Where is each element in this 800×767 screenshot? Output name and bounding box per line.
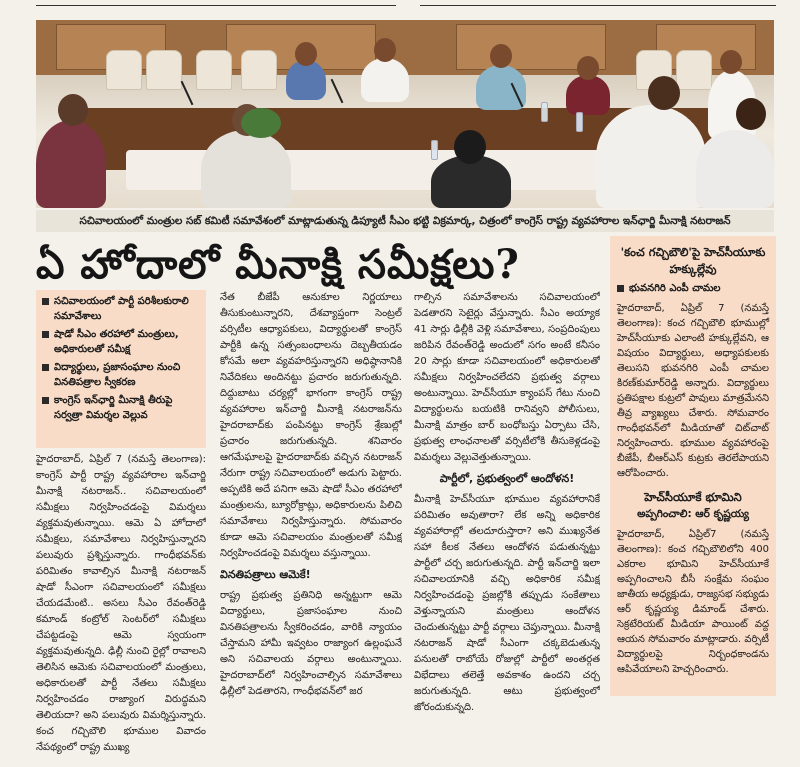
chair (106, 50, 142, 90)
article-body: గాల్సిన సమావేశాలను సచివాలయంలో పెడతారని సెటైర్లు వేస్తున్నారు. సీఎం అయ్యాక 41 సార్లు ఢిల్లీకి వెళ్లి సమావేశాలు, సంప్రదింపులు జరిపిన రేవంత్‌రెడ్డి అందులో సగం అంటే కనీసం 20 సార్లు కూడా సచివాలయంలో అధికారులతో సమీక్షలు నిర్వహించలేదని ప్రభుత్వ వర్గాలు అంటున్నాయి. హెచ్‌సీయూ క్యాంపస్ గేటు నుంచి విద్యార్థులను బయటికి రానివ్వని పోలీసులు, మీనాక్షి మాత్రం బార్ బంధోబస్తు ఏర్పాటు చేసి, ప్రభుత్వ లాంఛనాలతో వర్సిటీలోకి తీసుకెళ్లడంపై విమర్శలు వెల్లువెత్తుతున్నాయి. (414, 292, 600, 463)
person (286, 60, 326, 100)
water-bottle (541, 102, 548, 122)
sidebar-subtitle-2: అప్పగించాలి: ఆర్ కృష్ణయ్య (637, 508, 749, 520)
article-column-3 (414, 290, 600, 762)
bullet-icon (42, 298, 49, 305)
person-head (295, 42, 317, 66)
sidebar-title: 'కంచ గచ్చిబౌలి'పై హెచ్‌సీయూకు హక్కుల్లేవు (620, 245, 766, 276)
person (696, 130, 774, 208)
microphone (331, 79, 344, 103)
bullet-icon (42, 331, 49, 338)
article-body: రాష్ట్ర ప్రభుత్వ ప్రతినిధి అన్నట్టుగా ఆమె విద్యార్థులు, ప్రజాసంఘాల నుంచి వినతిపత్రాలను స్వీకరించడం, వారికి న్యాయం చేస్తామని హామీ ఇవ్వటం రాజ్యాంగ ఉల్లంఘనే అని సచివాలయ వర్గాలు అంటున్నాయి. హైదరాబాద్‌లో నిర్వహించాల్సిన సమావేశాలు ఢిల్లీలో పెడతారని, గాంధీభవన్‌లో జర (220, 590, 402, 697)
meeting-photo (36, 20, 774, 208)
section-subhead: పార్టీలో, ప్రభుత్వంలో ఆందోళన! (439, 472, 575, 485)
sidebar-box (610, 236, 776, 696)
article-column-1 (36, 452, 206, 762)
article-headline: ఏ హోదాలో మీనాక్షి సమీక్షలు? (36, 241, 520, 288)
article-body: హైదరాబాద్, ఏప్రిల్ 7 (నమస్తే తెలంగాణ): కాంగ్రెస్ పార్టీ రాష్ట్ర వ్యవహారాల ఇన్‌చార్జి మీనాక్షి నటరాజన్.. సచివాలయంలో సమీక్షలు నిర్వహించడంపై విమర్శలు వ్యక్తమవుతున్నాయి. ఆమె ఏ హోదాలో సమీక్షలు, సమావేశాలు నిర్వహిస్తున్నారని పలువురు ప్రశ్నిస్తున్నారు. గాంధీభవన్‌కు పరిమితం కావాల్సిన మీనాక్షి నటరాజన్ షాడో సీఎంగా సచివాలయంలో సమీక్షలు చేయడమేంటి.. అసలు సీఎం రేవంత్‌రెడ్డి కమాండ్ కంట్రోల్ సెంటర్‌లో సమీక్షలు చేపట్టడంపై ఆమె స్వయంగా వ్యక్తమవుతున్నది. ఢిల్లీ నుంచి రైల్లో రావాలని తెలిసిన ఆమెకు సచివాలయంలో మంత్రులు, అధికారులతో పార్టీ నేతలు సమీక్షలు నిర్వహించడం రాజ్యాంగ విరుద్ధమని తెలియదా? అని పలువురు విమర్శిస్తున్నారు. కంచ గచ్చిబౌలి భూముల వివాదం నేపథ్యంలో రాష్ట్ర ముఖ్య (36, 454, 206, 753)
top-rule (0, 0, 800, 14)
person-head (374, 38, 396, 62)
person-head (454, 130, 486, 164)
water-bottle (431, 140, 438, 160)
section-subhead: వినతిపత్రాలు ఆమెకే! (220, 568, 311, 581)
water-bottle (576, 112, 583, 132)
article-body: నేత బీజేపీ ఆనుకూల నిర్ణయాలు తీసుకుంటున్నారని, దేశవ్యాప్తంగా సెంట్రల్ వర్సిటీల ఆధ్యాపకులు, విద్యార్థులతో కాంగ్రెస్ పార్టీకి ఉన్న సత్సంబంధాలను దెబ్బతీయడం కోసమే అలా వ్యవహరిస్తున్నారని అధిష్ఠానానికి నివేదికలు అందినట్టు ప్రచారం జరుగుతున్నది. దిద్దుబాటు చర్యల్లో భాగంగా కాంగ్రెస్ రాష్ట్ర వ్యవహారాల ఇన్‌చార్జి మీనాక్షి నటరాజన్‌ను హైదరాబాద్‌కు పంపినట్టు కాంగ్రెస్ శ్రేణుల్లో ప్రచారం జరుగుతున్నది. శనివారం ఆగమేఘాలపై హైదరాబాద్‌కు వచ్చిన నటరాజన్ నేరుగా రాష్ట్ర సచివాలయంలో అడుగు పెట్టారు. అప్పటికి అదే పనిగా ఆమె షాడో సీఎం తరహాలో మంత్రులను, బ్యూరోక్రాట్లు, అధికారులను పిలిచి సమావేశాలు నిర్వహిస్తున్నారు. సోమవారం కూడా ఆమె సచివాలయం మంత్రులతో సమీక్ష నిర్వహించడంపై విమర్శలు వస్తున్నాయి. (220, 292, 402, 559)
highlight-text: సచివాలయంలో పార్టీ పరిశీలకురాలి సమావేశాలు (54, 296, 189, 322)
sidebar-title-2: హెచ్‌సీయూకే భూమిని (644, 490, 742, 504)
article-body: మీనాక్షి హెచ్‌సీయూ భూముల వ్యవహారానికే పరిమితం అవుతారా? లేక అన్ని అధికారిక వ్యవహారాల్లో తలదూరుస్తారా? అని ముఖ్యనేత సహా కీలక నేతలు ఆందోళన పడుతున్నట్టు పార్టీలో చర్చ జరుగుతున్నది. పార్టీ ఇన్‌చార్జి ఇలా సచివాలయానికి వచ్చి అధికారిక సమీక్ష నిర్వహించడంపై ప్రజల్లోకి తప్పుడు సంకేతాలు వెళ్తున్నాయని మంత్రులు ఆందోళన చెందుతున్నట్టు పార్టీ వర్గాలు చెప్తున్నాయి. మీనాక్షి నటరాజన్ షాడో సీఎంగా చక్కబెడుతున్న పనులతో రాబోయే రోజుల్లో పార్టీలో అంతర్గత విభేదాలు తలెత్తే అవకాశం ఉందని చర్చ జరుగుతున్నది. ఆటు ప్రభుత్వంలో జోరందుకున్నది. (414, 494, 600, 713)
person (361, 58, 409, 102)
highlight-item (42, 360, 200, 390)
photo-caption: సచివాలయంలో మంత్రుల సబ్ కమిటీ సమావేశంలో మాట్లాడుతున్న డిప్యూటీ సీఎం భట్టి విక్రమార్క, చిత్రంలో కాంగ్రెస్ రాష్ట్ర వ్యవహారాల ఇన్‌ఛార్జి మీనాక్షి నటరాజన్ (36, 210, 774, 232)
rule-right (420, 5, 776, 6)
highlight-text: కాంగ్రెస్ ఇన్‌ఛార్జి మీనాక్షి తీరుపై సర్వత్రా విమర్శల వెల్లువ (54, 395, 173, 421)
plant (241, 108, 281, 138)
bullet-icon (617, 285, 624, 292)
article-column-2 (220, 290, 402, 762)
person-head (736, 98, 766, 130)
highlight-text: విద్యార్థులు, ప్రజాసంఘాల నుంచి వినతిపత్రాల స్వీకరణ (54, 362, 181, 388)
sidebar-body-2: హైదరాబాద్, ఏప్రిల్7 (నమస్తే తెలంగాణ): కంచ గచ్చిబౌలిలోని 400 ఎకరాల భూమిని హెచ్‌సీయూకే అప్పగించాలని బీసీ సంక్షేమ సంఘం జాతీయ అధ్యక్షుడు, రాజ్యసభ సభ్యుడు ఆర్ కృష్ణయ్య డిమాండ్ చేశారు. సెక్రటేరియట్ మీడియా పాయింట్ వద్ద ఆయన సోమవారం మాట్లాడారు. వర్సిటీ విద్యార్థులపై నిర్బంధకాండను ఆపివేయాలని హెచ్చరించారు. (617, 529, 769, 675)
byline-text: భువనగిరి ఎంపీ చామల (629, 283, 721, 294)
rule-left (36, 5, 396, 6)
person-head (648, 76, 680, 110)
person (596, 105, 706, 208)
person-head (490, 44, 512, 68)
chair (241, 50, 277, 90)
sidebar-body: హైదరాబాద్, ఏప్రిల్ 7 (నమస్తే తెలంగాణ): కంచ గచ్చిబౌలి భూముల్లో హెచ్‌సీయూకు ఎలాంటి హక్కుల్లేవని, ఆ విషయం విద్యార్థులు, అధ్యాపకులకు తెలుసని భువనగిరి ఎంపీ చామల కిరణ్‌కుమార్‌రెడ్డి అన్నారు. విద్యార్థులు ప్రతిపక్షాల కుట్రలో పావులు మాత్రమేనని తీవ్ర వ్యాఖ్యలు చేశారు. సోమవారం గాంధీభవన్‌లో మీడియాతో చిట్‌చాట్ నిర్వహించారు. భూముల వ్యవహారంపై బీజేపీ, బీఆర్‌ఎస్ కుట్రకు తెరలేపాయని ఆరోపించారు. (617, 303, 769, 479)
person (36, 120, 106, 208)
chair (196, 50, 232, 90)
bullet-icon (42, 364, 49, 371)
highlights-box (36, 290, 206, 448)
person (201, 130, 291, 208)
person-head (720, 50, 742, 74)
person (566, 75, 610, 115)
person-head (58, 94, 88, 126)
sidebar-byline (617, 281, 769, 297)
person (476, 65, 526, 110)
bullet-icon (42, 397, 49, 404)
highlight-text: షాడో సీఎం తరహాలో మంత్రులు, అధికారులతో సమీక్ష (54, 329, 179, 355)
microphone (181, 81, 194, 105)
chair (146, 50, 182, 90)
highlight-item (42, 327, 200, 357)
person-head (577, 56, 599, 80)
chair (676, 50, 712, 90)
highlight-item (42, 294, 200, 324)
highlight-item (42, 393, 200, 423)
